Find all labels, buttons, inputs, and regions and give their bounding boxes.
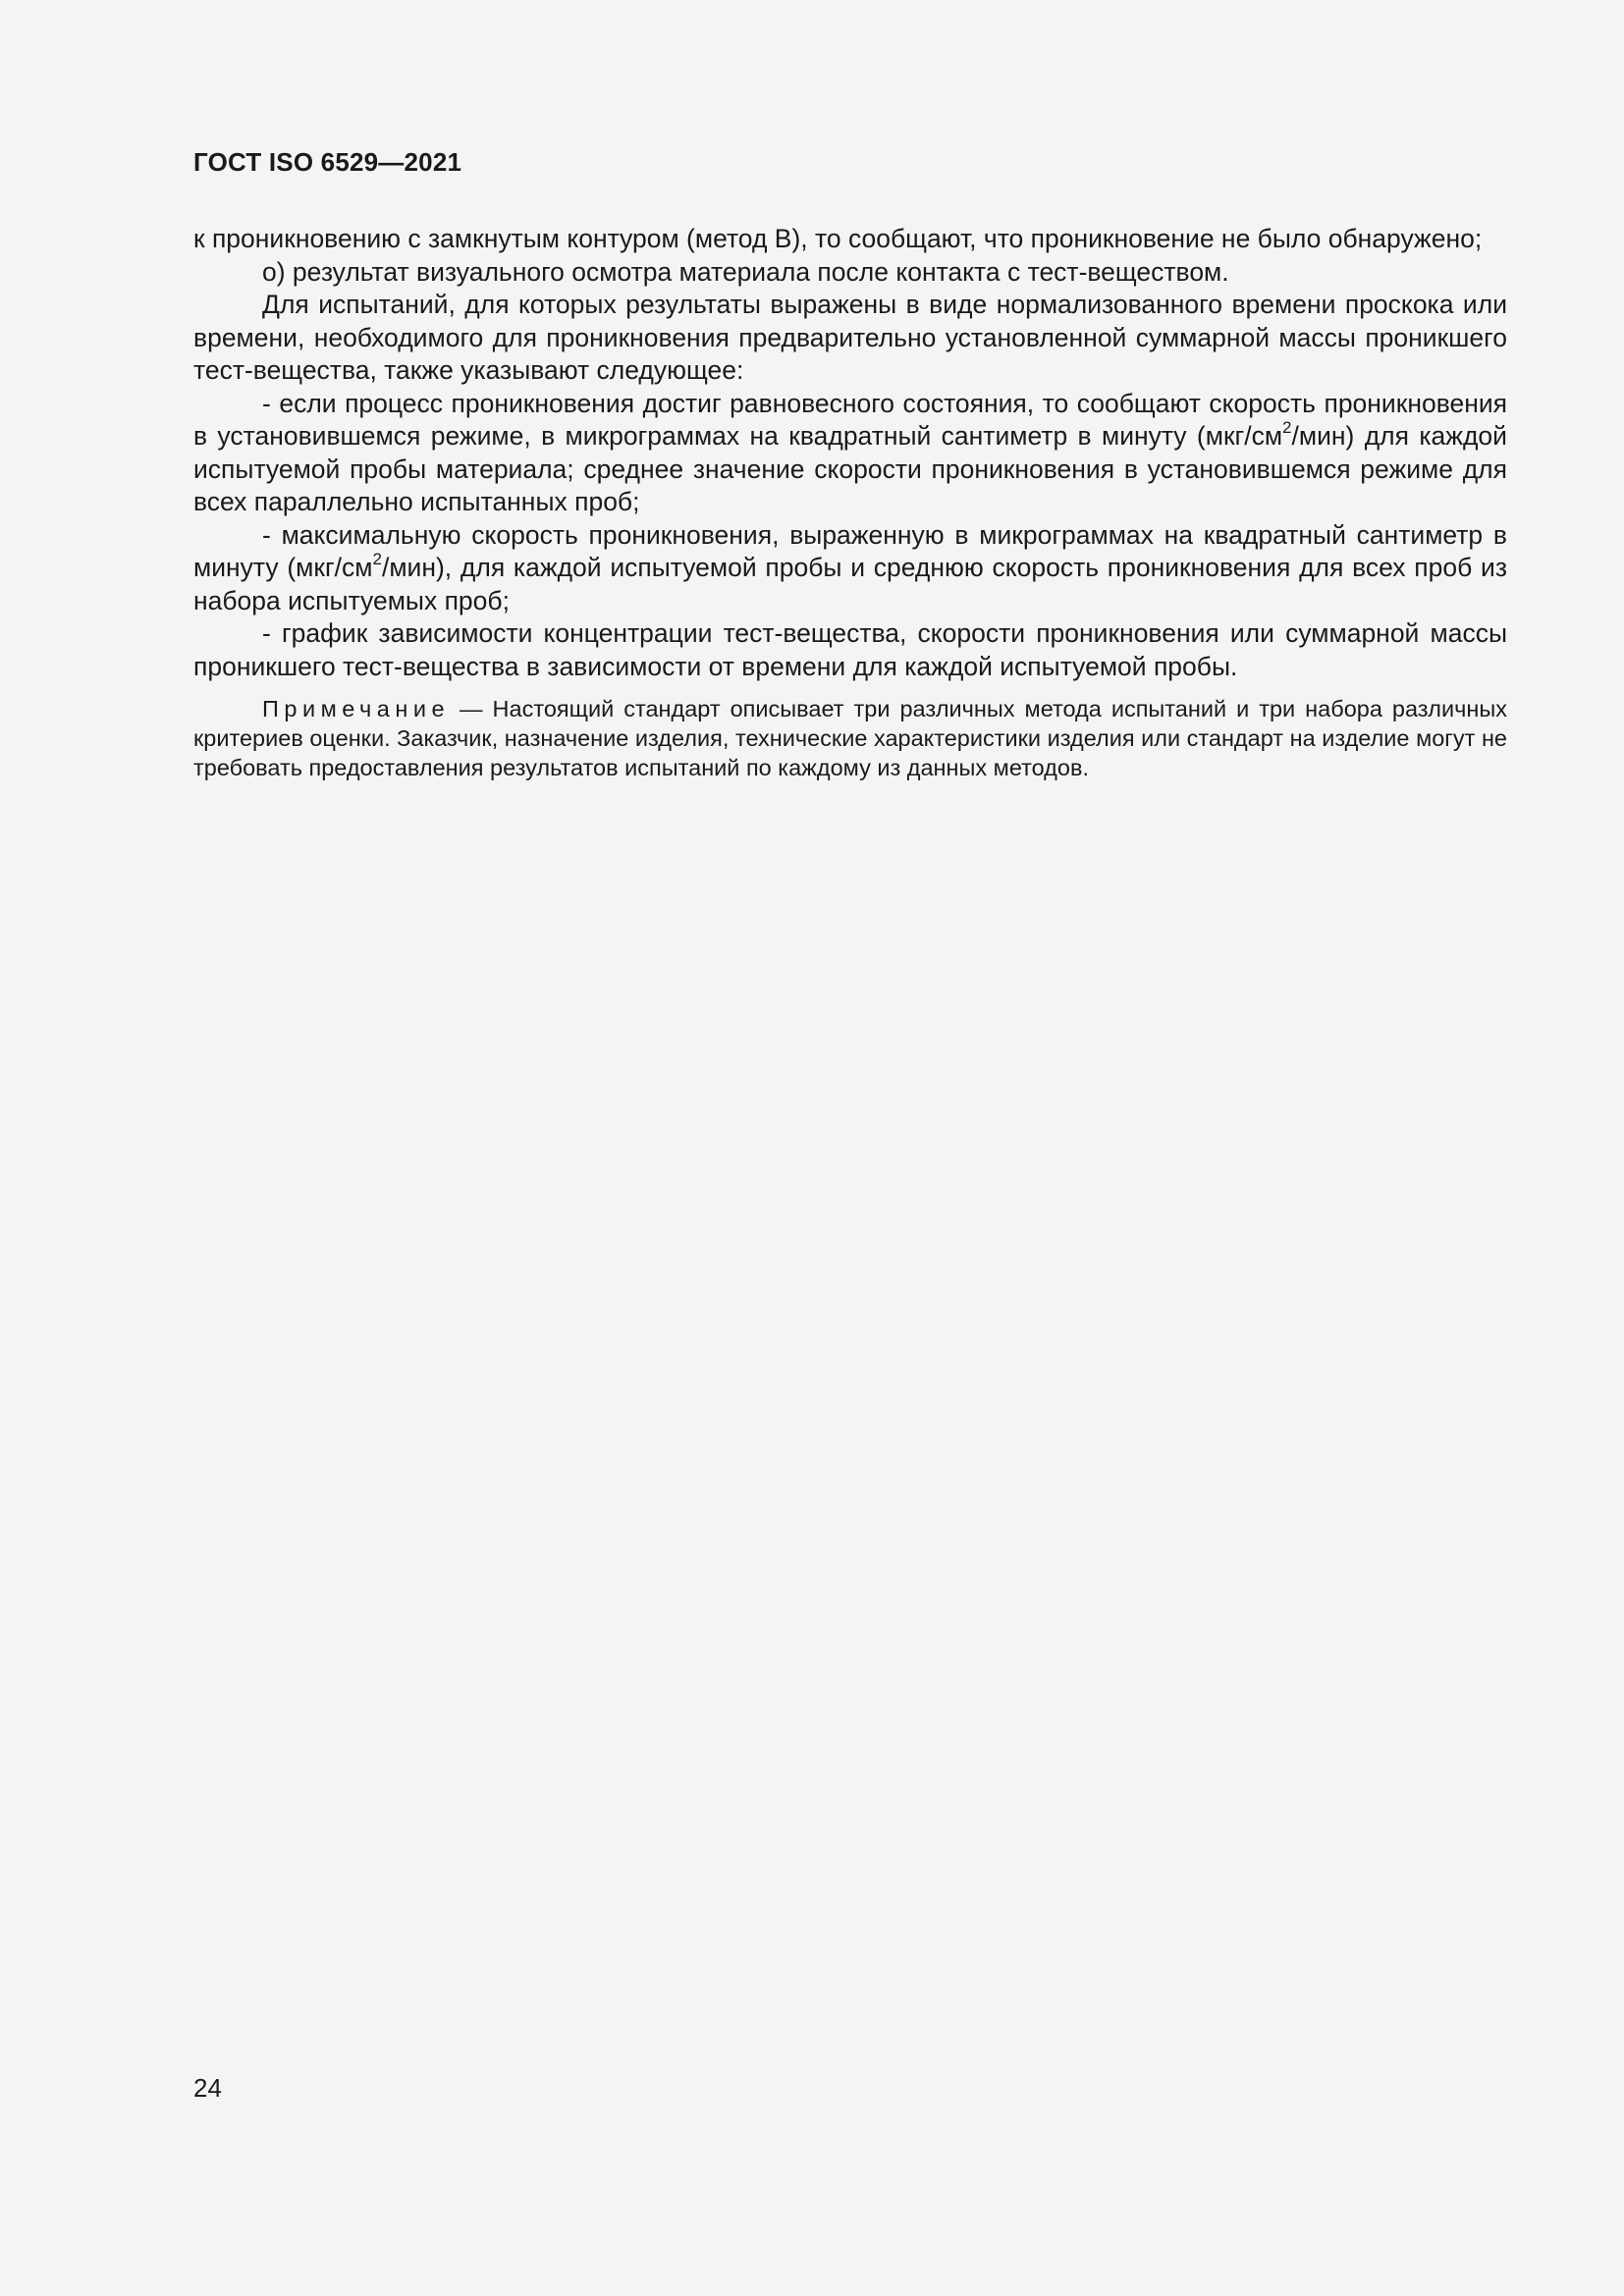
text-segment: - если процесс проникновения достиг равновесного состояния, то сообщают скорость проникновения в установившемся режиме, в микрограммах на квадратный сантиметр в минуту (мкг/см	[193, 388, 1507, 451]
text-segment: /мин), для каждой испытуемой пробы и среднюю скорость проникновения для всех проб из набора испытуемых проб;	[193, 553, 1507, 615]
note-text: — Настоящий стандарт описывает три различных метода испытаний и три набора различных критериев оценки. Заказчик, назначение изделия, технические характеристики изделия или стандарт на изделие могут не требовать предоставления результатов испытаний по каждому из данных методов.	[193, 696, 1507, 780]
paragraph-continuation: к проникновению с замкнутым контуром (метод В), то сообщают, что проникновение не было обнаружено;	[193, 224, 1483, 253]
note-label: Примечание	[262, 696, 451, 721]
list-item-steady-state-rate	[193, 388, 1507, 519]
document-body	[193, 223, 1507, 782]
paragraph-normalized-time: Для испытаний, для которых результаты выражены в виде нормализованного времени проскока или времени, необходимого для проникновения предварительно установленной суммарной массы проникшего тест-вещества, также указывают следующее:	[193, 290, 1507, 385]
list-item-graph: - график зависимости концентрации тест-вещества, скорости проникновения или суммарной массы проникшего тест-вещества в зависимости от времени для каждой испытуемой пробы.	[193, 618, 1507, 681]
text-segment: - максимальную скорость проникновения, выраженную в микрограммах на квадратный сантиметр в минуту (мкг/см	[193, 519, 1507, 582]
page-number: 24	[193, 2073, 222, 2103]
superscript: 2	[372, 550, 382, 569]
note	[193, 694, 1507, 782]
list-item-max-rate	[193, 519, 1507, 618]
list-item-o: о) результат визуального осмотра материала после контакта с тест-веществом.	[262, 256, 1229, 287]
document-header: ГОСТ ISO 6529—2021	[193, 147, 462, 177]
text-segment: /мин) для каждой испытуемой пробы материала; среднее значение скорости проникновения в установившемся режиме для всех параллельно испытанных проб;	[193, 421, 1507, 516]
superscript: 2	[1282, 418, 1292, 438]
